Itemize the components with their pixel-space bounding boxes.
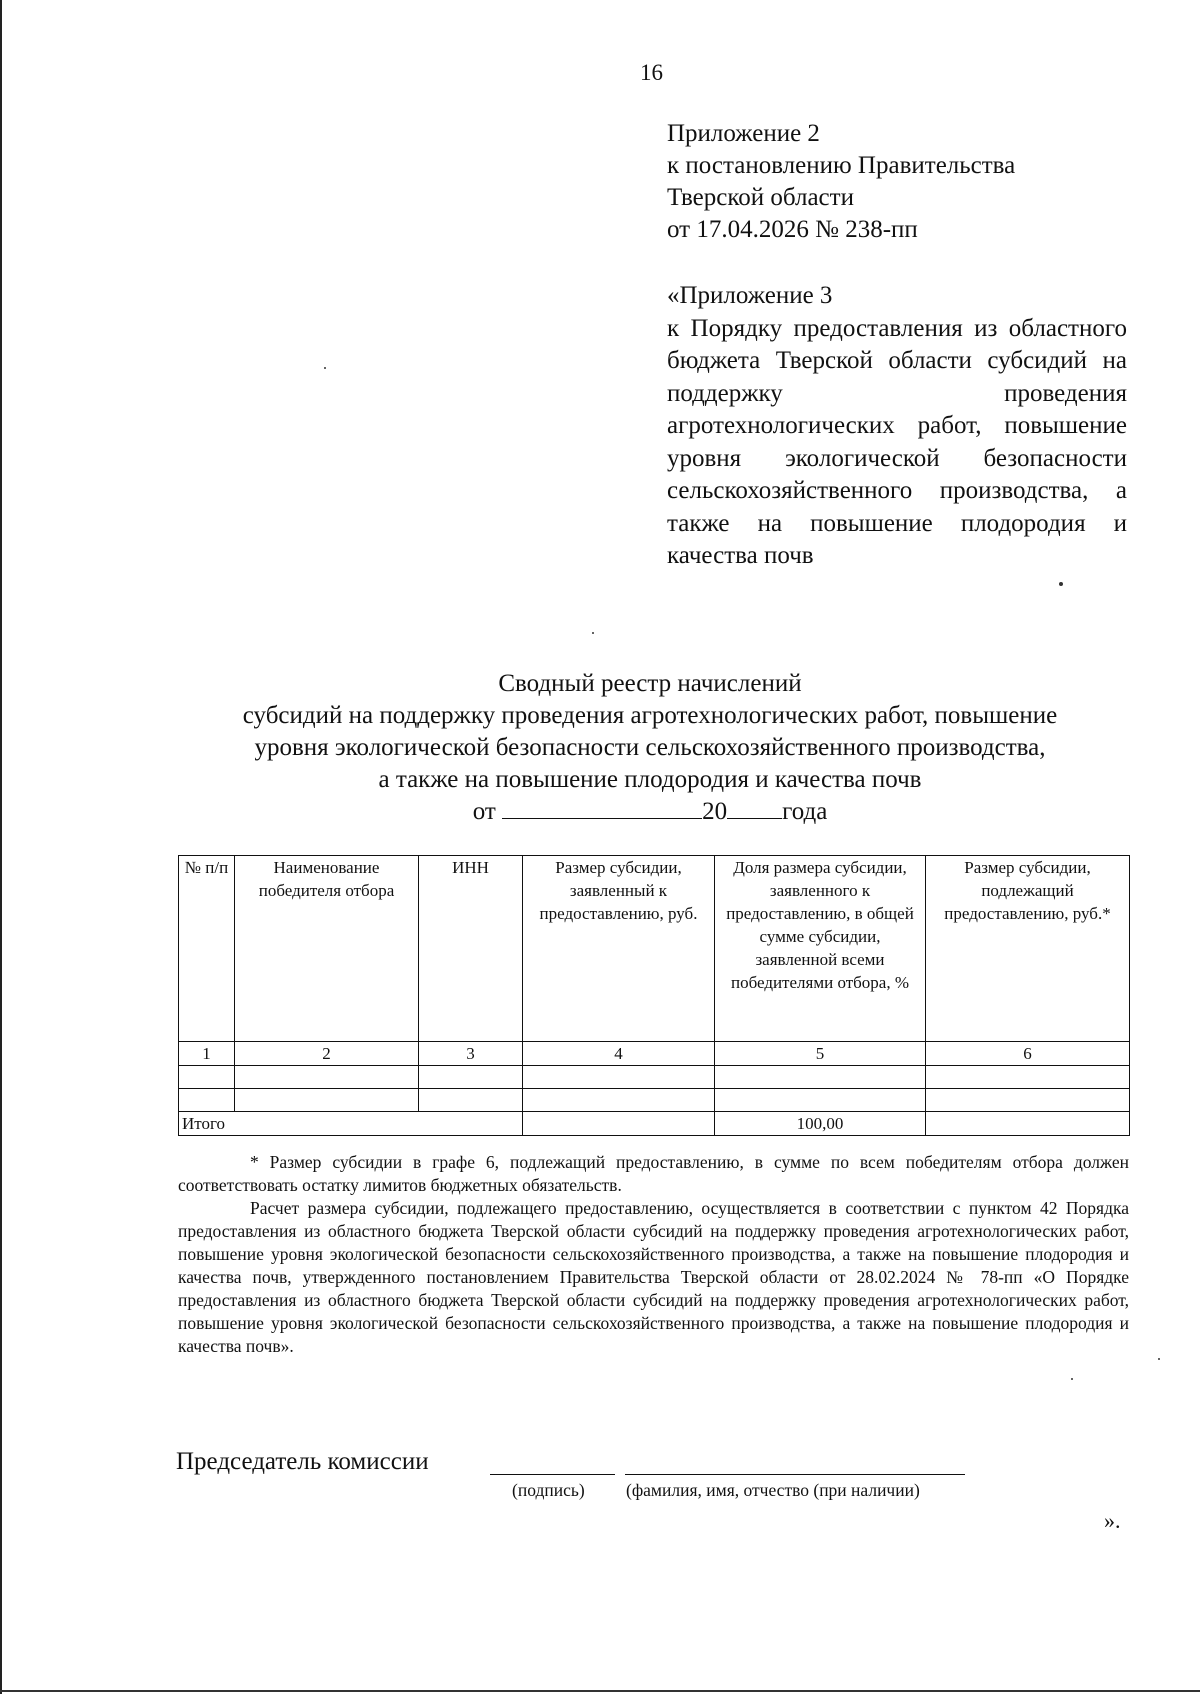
header-cell-claimed-amount: Размер субсидии, заявленный к предоставлению, руб. — [523, 856, 715, 1042]
calculation-note: Расчет размера субсидии, подлежащего предоставлению, осуществляется в соответствии с пунктом 42 Порядка предоставления из областного бюджета Тверской области субсидий на поддержку проведения агротехнологических работ, повышение уровня экологической безопасности сельскохозяйственного производства, а также на повышение плодородия и качества почв, утвержденного постановлением Правительства Тверской области от 28.02.2024 № 78-пп «О Порядке предоставления из областного бюджета Тверской области субсидий на поддержку проведения агротехнологических работ, повышение уровня экологической безопасности сельскохозяйственного производства, а также на повышение плодородия и качества почв». — [178, 1198, 1129, 1356]
page-number: 16 — [640, 60, 663, 85]
signature-caption: (подпись) — [512, 1480, 585, 1500]
approval-line: Тверской области — [667, 184, 854, 211]
full-name-line[interactable] — [625, 1474, 965, 1475]
title-line: Сводный реестр начислений — [498, 670, 802, 697]
column-number: 1 — [179, 1042, 235, 1066]
approval-line: Приложение 2 — [667, 120, 820, 147]
table-cell — [715, 1089, 926, 1112]
total-payable-cell — [926, 1112, 1130, 1136]
notes-block — [178, 1151, 1129, 1358]
scan-edge-bottom — [0, 1690, 1200, 1692]
scan-speck — [1158, 1358, 1160, 1360]
scan-speck — [592, 632, 594, 634]
title-line: уровня экологической безопасности сельскохозяйственного производства, — [254, 734, 1046, 761]
table-cell — [419, 1089, 523, 1112]
table-cell — [926, 1066, 1130, 1089]
approval-block — [667, 118, 1015, 246]
scan-speck — [1071, 1378, 1073, 1380]
table-cell — [715, 1066, 926, 1089]
table-cell — [523, 1089, 715, 1112]
header-cell-winner-name: Наименование победителя отбора — [235, 856, 419, 1042]
date-suffix: года — [782, 798, 828, 825]
total-row — [179, 1112, 1130, 1136]
table-cell — [419, 1066, 523, 1089]
scan-speck — [324, 367, 326, 369]
footnote: * Размер субсидии в графе 6, подлежащий предоставлению, в сумме по всем победителям отбора должен соответствовать остатку лимитов бюджетных обязательств. — [178, 1152, 1129, 1195]
closing-quote: ». — [1104, 1508, 1121, 1533]
header-cell-number: № п/п — [179, 856, 235, 1042]
table-cell — [179, 1066, 235, 1089]
registry-table — [178, 855, 1130, 1136]
scan-speck — [1059, 582, 1063, 586]
column-number-row — [179, 1042, 1130, 1066]
date-century: 20 — [702, 798, 728, 825]
total-share-value: 100,00 — [715, 1112, 926, 1136]
full-name-caption: (фамилия, имя, отчество (при наличии) — [626, 1480, 920, 1500]
header-cell-inn: ИНН — [419, 856, 523, 1042]
table-cell — [523, 1066, 715, 1089]
table-row — [179, 1089, 1130, 1112]
table-cell — [235, 1089, 419, 1112]
column-number: 3 — [419, 1042, 523, 1066]
date-prefix: от — [472, 798, 496, 825]
header-cell-share: Доля размера субсидии, заявленного к предоставлению, в общей сумме субсидии, заявленной всеми победителями отбора, % — [715, 856, 926, 1042]
total-claimed-cell — [523, 1112, 715, 1136]
year-blank[interactable] — [727, 796, 782, 819]
approval-line: от 17.04.2026 № 238-пп — [667, 216, 918, 243]
annex-title: «Приложение 3 — [667, 282, 833, 309]
document-title — [160, 668, 1140, 828]
signature-line[interactable] — [490, 1474, 615, 1475]
title-line: а также на повышение плодородия и качества почв — [378, 766, 922, 793]
column-number: 2 — [235, 1042, 419, 1066]
annex-block — [667, 280, 1127, 573]
chairman-label: Председатель комиссии — [176, 1448, 429, 1475]
table-row — [179, 1066, 1130, 1089]
annex-body: к Порядку предоставления из областного бюджета Тверской области субсидий на поддержку проведения агротехнологических работ, повышение уровня экологической безопасности сельскохозяйственного производства, а также на повышение плодородия и качества почв — [667, 314, 1127, 569]
total-label: Итого — [179, 1112, 523, 1136]
table-cell — [179, 1089, 235, 1112]
date-line — [160, 796, 1140, 828]
header-cell-payable-amount: Размер субсидии, подлежащий предоставлению, руб.* — [926, 856, 1130, 1042]
column-number: 5 — [715, 1042, 926, 1066]
scan-edge-left — [0, 0, 2, 1694]
column-number: 4 — [523, 1042, 715, 1066]
table-header-row — [179, 856, 1130, 1042]
title-line: субсидий на поддержку проведения агротехнологических работ, повышение — [242, 702, 1058, 729]
approval-line: к постановлению Правительства — [667, 152, 1016, 179]
table-cell — [926, 1089, 1130, 1112]
column-number: 6 — [926, 1042, 1130, 1066]
date-blank[interactable] — [502, 796, 702, 819]
table-cell — [235, 1066, 419, 1089]
